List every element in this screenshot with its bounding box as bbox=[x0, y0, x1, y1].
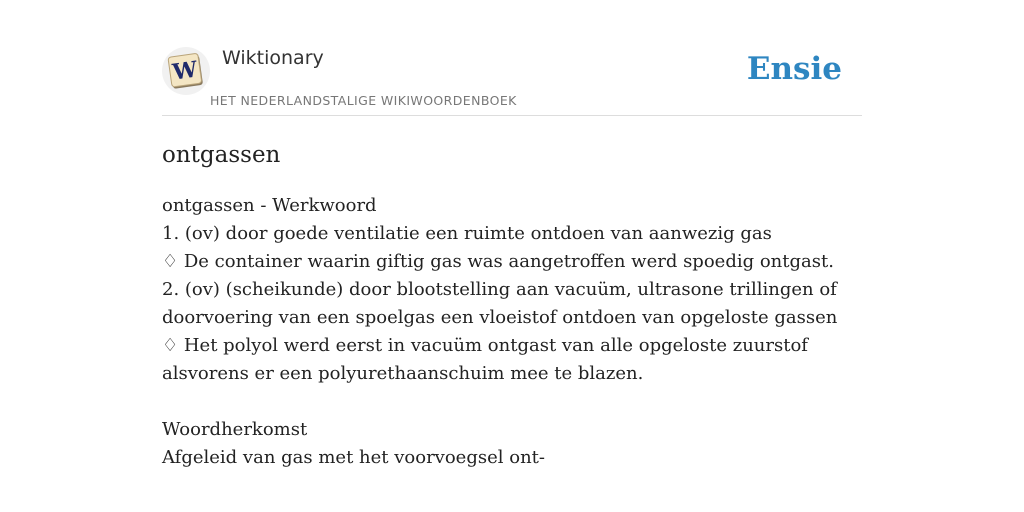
example-2: ♢ Het polyol werd eerst in vacuüm ontgast van alle opgeloste zuurstof alsvorens er een polyurethaanschuim mee te blazen. bbox=[162, 335, 808, 384]
example-1: ♢ De container waarin giftig gas was aangetroffen werd spoedig ontgast. bbox=[162, 251, 834, 272]
svg-text:W: W bbox=[170, 56, 200, 86]
definition-2: 2. (ov) (scheikunde) door blootstelling aan vacuüm, ultrasone trillingen of doorvoering van een spoelgas een vloeistof ontdoen van opgeloste gassen bbox=[162, 279, 838, 328]
section-spacer bbox=[162, 388, 862, 416]
site-name[interactable]: Wiktionary bbox=[222, 47, 324, 69]
ensie-brand-logo[interactable]: Ensie bbox=[746, 51, 842, 87]
definition-1: 1. (ov) door goede ventilatie een ruimte ontdoen van aanwezig gas bbox=[162, 223, 772, 244]
page-title: ontgassen bbox=[162, 142, 281, 168]
page bbox=[162, 0, 862, 512]
site-tagline: HET NEDERLANDSTALIGE WIKIWOORDENBOEK bbox=[210, 93, 517, 108]
entry-headline: ontgassen - Werkwoord bbox=[162, 195, 377, 216]
site-header bbox=[162, 0, 862, 116]
wiktionary-w-icon bbox=[162, 47, 210, 95]
etymology-heading: Woordherkomst bbox=[162, 419, 308, 440]
etymology-text: Afgeleid van gas met het voorvoegsel ont- bbox=[162, 447, 545, 468]
site-logo[interactable] bbox=[162, 47, 210, 95]
entry-content bbox=[162, 192, 862, 472]
